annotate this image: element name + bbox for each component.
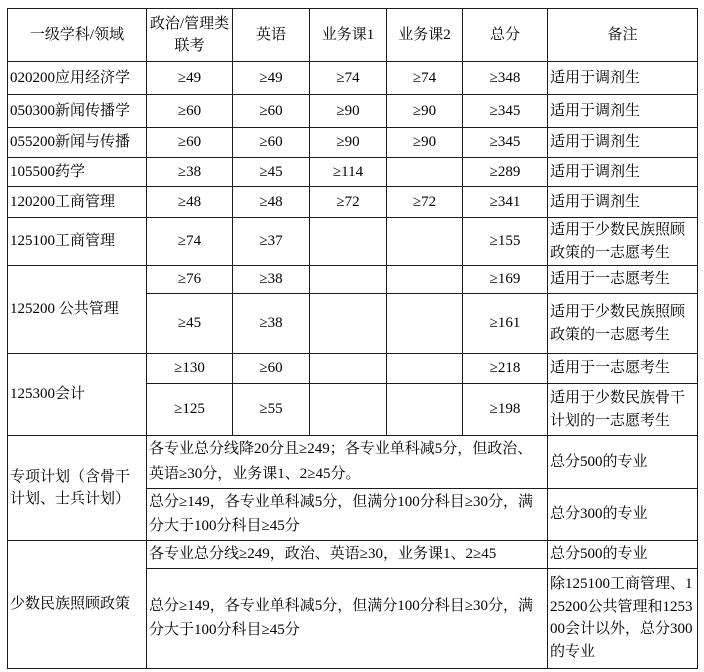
discipline-cell: 125200 公共管理 [8, 266, 147, 354]
discipline-cell: 专项计划（含骨干计划、士兵计划） [8, 436, 147, 541]
total-cell: ≥345 [463, 128, 548, 158]
english-cell: ≥60 [233, 354, 310, 384]
course1-cell [310, 384, 387, 436]
course2-cell: ≥90 [387, 95, 463, 128]
remark-cell: 适用于调剂生 [548, 187, 698, 218]
total-cell: ≥345 [463, 95, 548, 128]
table-row-105500 [8, 158, 698, 187]
remark-cell: 适用于调剂生 [548, 95, 698, 128]
course1-cell: ≥90 [310, 95, 387, 128]
remark-cell: 适用于少数民族照顾政策的一志愿考生 [548, 294, 698, 354]
policy-text-cell: 总分≥149，各专业单科减5分，但满分100分科目≥30分，满分大于100分科目≥45分 [147, 488, 548, 541]
english-cell: ≥48 [233, 187, 310, 218]
admission-score-table [7, 8, 698, 669]
col-header-course2: 业务课2 [387, 9, 463, 62]
course1-cell [310, 294, 387, 354]
politics-cell: ≥60 [147, 128, 233, 158]
remark-cell: 总分500的专业 [548, 541, 698, 569]
course2-cell: ≥90 [387, 128, 463, 158]
col-header-remark: 备注 [548, 9, 698, 62]
course2-cell [387, 384, 463, 436]
remark-cell: 总分500的专业 [548, 436, 698, 489]
table-row-055200 [8, 128, 698, 158]
total-cell: ≥289 [463, 158, 548, 187]
course1-cell [310, 218, 387, 266]
remark-cell: 适用于一志愿考生 [548, 354, 698, 384]
policy-text-cell: 总分≥149，各专业单科减5分，但满分100分科目≥30分，满分大于100分科目≥45分 [147, 568, 548, 668]
course1-cell [310, 354, 387, 384]
course2-cell [387, 218, 463, 266]
course1-cell: ≥72 [310, 187, 387, 218]
english-cell: ≥49 [233, 62, 310, 95]
table-row-020200 [8, 62, 698, 95]
total-cell: ≥218 [463, 354, 548, 384]
course2-cell [387, 294, 463, 354]
remark-cell: 除125100工商管理、125200公共管理和125300会计以外，总分300的专业 [548, 568, 698, 668]
politics-cell: ≥49 [147, 62, 233, 95]
table-row-minority-policy-a [8, 541, 698, 569]
course2-cell [387, 158, 463, 187]
col-header-total: 总分 [463, 9, 548, 62]
discipline-cell: 120200工商管理 [8, 187, 147, 218]
discipline-cell: 少数民族照顾政策 [8, 541, 147, 669]
total-cell: ≥341 [463, 187, 548, 218]
table-row-120200 [8, 187, 698, 218]
course1-cell [310, 266, 387, 294]
table-row-050300 [8, 95, 698, 128]
remark-cell: 适用于调剂生 [548, 62, 698, 95]
table-row-125200-a [8, 266, 698, 294]
politics-cell: ≥125 [147, 384, 233, 436]
col-header-politics: 政治/管理类联考 [147, 9, 233, 62]
politics-cell: ≥45 [147, 294, 233, 354]
header-row [8, 9, 698, 62]
course2-cell: ≥72 [387, 187, 463, 218]
remark-cell: 适用于少数民族骨干计划的一志愿考生 [548, 384, 698, 436]
discipline-cell: 055200新闻与传播 [8, 128, 147, 158]
politics-cell: ≥38 [147, 158, 233, 187]
english-cell: ≥55 [233, 384, 310, 436]
course1-cell: ≥114 [310, 158, 387, 187]
remark-cell: 适用于调剂生 [548, 128, 698, 158]
politics-cell: ≥60 [147, 95, 233, 128]
table-row-125300-a [8, 354, 698, 384]
english-cell: ≥38 [233, 294, 310, 354]
table-row-special-plan-a [8, 436, 698, 489]
remark-cell: 总分300的专业 [548, 488, 698, 541]
course1-cell: ≥90 [310, 128, 387, 158]
politics-cell: ≥74 [147, 218, 233, 266]
discipline-cell: 050300新闻传播学 [8, 95, 147, 128]
discipline-cell: 125300会计 [8, 354, 147, 436]
policy-text-cell: 各专业总分线降20分且≥249；各专业单科减5分，但政治、英语≥30分，业务课1、2≥45分。 [147, 436, 548, 489]
discipline-cell: 125100工商管理 [8, 218, 147, 266]
total-cell: ≥348 [463, 62, 548, 95]
course2-cell [387, 266, 463, 294]
politics-cell: ≥76 [147, 266, 233, 294]
english-cell: ≥45 [233, 158, 310, 187]
total-cell: ≥161 [463, 294, 548, 354]
english-cell: ≥60 [233, 128, 310, 158]
remark-cell: 适用于少数民族照顾政策的一志愿考生 [548, 218, 698, 266]
english-cell: ≥60 [233, 95, 310, 128]
total-cell: ≥169 [463, 266, 548, 294]
total-cell: ≥155 [463, 218, 548, 266]
course2-cell: ≥74 [387, 62, 463, 95]
total-cell: ≥198 [463, 384, 548, 436]
politics-cell: ≥48 [147, 187, 233, 218]
col-header-discipline: 一级学科/领域 [8, 9, 147, 62]
politics-cell: ≥130 [147, 354, 233, 384]
col-header-english: 英语 [233, 9, 310, 62]
remark-cell: 适用于调剂生 [548, 158, 698, 187]
english-cell: ≥38 [233, 266, 310, 294]
remark-cell: 适用于一志愿考生 [548, 266, 698, 294]
policy-text-cell: 各专业总分线≥249，政治、英语≥30，业务课1、2≥45 [147, 541, 548, 569]
col-header-course1: 业务课1 [310, 9, 387, 62]
table-row-125100 [8, 218, 698, 266]
discipline-cell: 020200应用经济学 [8, 62, 147, 95]
english-cell: ≥37 [233, 218, 310, 266]
course1-cell: ≥74 [310, 62, 387, 95]
course2-cell [387, 354, 463, 384]
discipline-cell: 105500药学 [8, 158, 147, 187]
